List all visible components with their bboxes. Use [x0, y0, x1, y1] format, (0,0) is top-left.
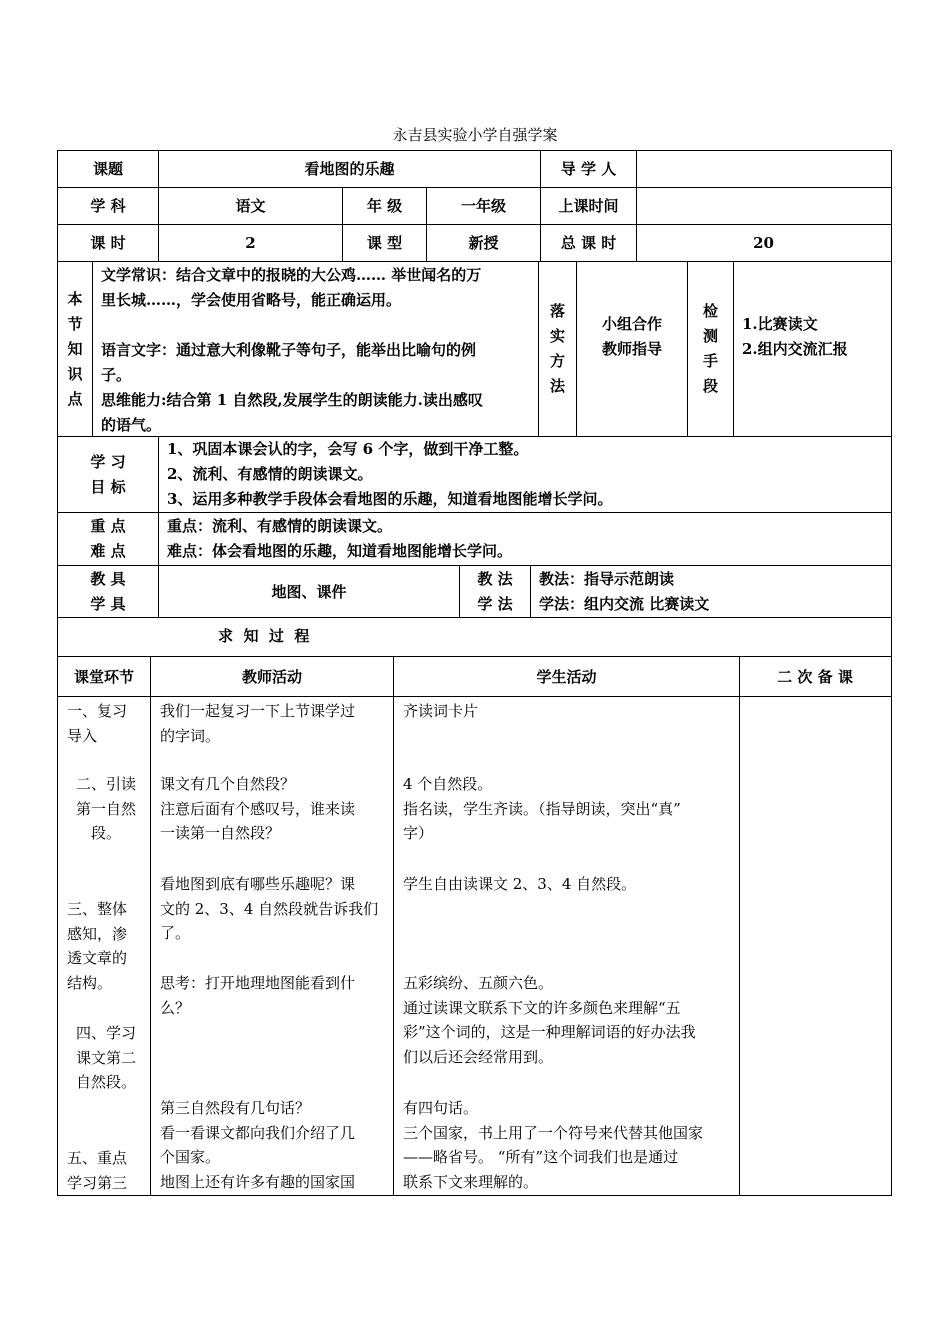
keypoints-label: 重 点 难 点: [90, 517, 126, 560]
knowledge-points-label: 本 节 知 识 点: [67, 290, 83, 408]
teach-method-text: 教法：指导示范朗读 学法：组内交流 比赛读文: [539, 570, 710, 613]
class-time-value: [637, 188, 890, 224]
student-activity-2: 4 个自然段。 指名读，学生齐读。（指导朗读，突出“真” 字）: [403, 775, 681, 842]
check-value: 1.比赛读文 2.组内交流汇报: [742, 315, 848, 358]
grade-value: 一年级: [460, 197, 506, 215]
student-activity-5: 有四句话。 三个国家，书上用了一个符号来代替其他国家 ——略省号。 “所有”这个词我们也是通过 联系下文来理解的。: [403, 1099, 704, 1191]
subject-label: 学 科: [90, 197, 126, 215]
knowledge-points-text: 文学常识：结合文章中的报晓的大公鸡…… 举世闻名的万 里长城……，学会使用省略号，能正确运用。 语言文字：通过意大利像靴子等句子，能举出比喻句的例 子。 思维能力:结合第 1 自然段,发展学生的朗读能力.读出感叹 的语气。: [101, 266, 483, 434]
stage-1: 一、复习 导入: [67, 702, 128, 745]
hours-label: 课 时: [90, 234, 126, 252]
header-teacher-activity: 教师活动: [241, 667, 302, 686]
student-activity-1: 齐读词卡片: [403, 702, 479, 720]
guide-value: [637, 151, 890, 187]
teacher-activity-4: 思考：打开地理地图能看到什 么？: [160, 974, 356, 1017]
method-value: 小组合作 教师指导: [601, 315, 662, 358]
goals-label: 学 习 目 标: [90, 453, 126, 496]
process-title: 求 知 过 程: [218, 627, 310, 645]
stage-2: 二、引读 第一自然 段。: [75, 775, 136, 842]
stage-3: 三、整体 感知，渗 透文章的 结构。: [67, 900, 128, 992]
hours-value: 2: [245, 234, 256, 252]
document-title: 永吉县实验小学自强学案: [392, 126, 558, 144]
teacher-activity-1: 我们一起复习一下上节课学过 的字词。: [160, 702, 356, 745]
goals-text: 1、巩固本课会认的字，会写 6 个字，做到干净工整。 2、流利、有感情的朗读课文。 3、运用多种教学手段体会看地图的乐趣，知道看地图能增长学问。: [167, 440, 613, 508]
topic-value: 看地图的乐趣: [304, 160, 395, 178]
stage-5: 五、重点 学习第三: [67, 1149, 128, 1192]
topic-label: 课题: [92, 160, 123, 178]
check-label: 检 测 手 段: [702, 302, 718, 395]
teach-method-label: 教 法 学 法: [477, 570, 513, 613]
header-second-prep: 二 次 备 课: [777, 667, 853, 686]
grade-label: 年 级: [366, 197, 403, 215]
guide-label: 导 学 人: [560, 160, 617, 178]
type-value: 新授: [468, 234, 499, 252]
teacher-activity-5: 第三自然段有几句话？ 看一看课文都向我们介绍了几 个国家。 地图上还有许多有趣的国家国: [160, 1099, 356, 1191]
header-stage: 课堂环节: [73, 667, 134, 686]
teacher-activity-3: 看地图到底有哪些乐趣呢？课 文的 2、3、4 自然段就告诉我们 了。: [160, 875, 379, 942]
tools-value: 地图、课件: [271, 582, 347, 601]
type-label: 课 型: [366, 234, 403, 252]
teacher-activity-2: 课文有几个自然段？ 注意后面有个感叹号，谁来读 一读第一自然段？: [160, 775, 356, 842]
class-time-label: 上课时间: [558, 197, 619, 215]
student-activity-4: 五彩缤纷、五颜六色。 通过读课文联系下文的许多颜色来理解“五 彩”这个词的，这是一种理解词语的好办法我 们以后还会经常用到。: [403, 974, 696, 1066]
tools-label: 教 具 学 具: [90, 570, 126, 613]
method-label: 落 实 方 法: [549, 302, 565, 395]
keypoints-text: 重点：流利、有感情的朗读课文。 难点：体会看地图的乐趣，知道看地图能增长学问。: [167, 517, 513, 560]
student-activity-3: 学生自由读课文 2、3、4 自然段。: [403, 875, 637, 893]
total-hours-value: 20: [753, 234, 774, 252]
subject-value: 语文: [235, 197, 266, 215]
total-hours-label: 总 课 时: [560, 234, 617, 252]
stage-4: 四、学习 课文第二 自然段。: [75, 1024, 136, 1091]
header-student-activity: 学生活动: [536, 667, 597, 686]
